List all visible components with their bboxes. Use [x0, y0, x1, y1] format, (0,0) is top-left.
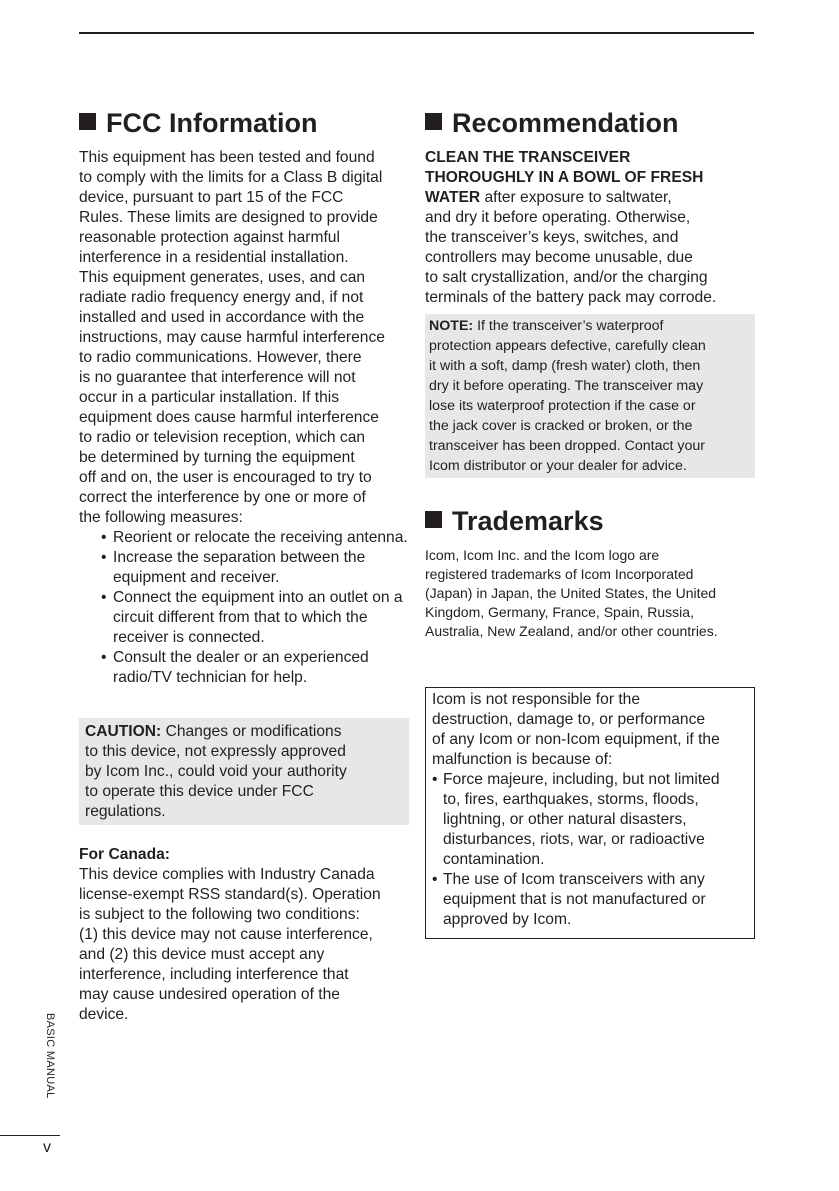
note-label: NOTE: — [429, 318, 474, 334]
square-bullet-icon — [425, 511, 442, 528]
square-bullet-icon — [79, 113, 96, 130]
caution-box — [79, 718, 409, 825]
trademarks-paragraph: Icom, Icom Inc. and the Icom logo are registered trademarks of Icom Incorporated (Japan) in Japan, the United States, the United Kingdom, Germany, France, Spain, Russia, Australia, New Zealand, and/or other countries. — [425, 547, 718, 639]
caution-label: CAUTION: — [85, 723, 162, 740]
fcc-section — [79, 104, 409, 1025]
disclaimer-box — [425, 687, 755, 939]
canada-heading: For Canada: — [79, 846, 170, 863]
trademarks-heading-text: Trademarks — [452, 506, 604, 536]
square-bullet-icon — [425, 113, 442, 130]
fcc-measures-list — [79, 528, 409, 688]
recommendation-paragraph — [425, 148, 755, 308]
header-rule — [79, 32, 754, 34]
disclaimer-list — [432, 770, 748, 930]
left-column — [79, 104, 409, 1025]
recommendation-text: after exposure to saltwater, and dry it before operating. Otherwise, the transceiver’s keys, switches, and controllers may become unusable, due to salt crystallization, and/or the charging terminals of the battery pack may corrode. — [425, 189, 717, 306]
side-label: BASIC MANUAL — [44, 1013, 56, 1099]
list-item: • Force majeure, including, but not limited to, fires, earthquakes, storms, floods, lightning, or other natural disasters, disturbances, riots, war, or radioactive contamination. — [432, 770, 748, 870]
note-box — [425, 314, 755, 478]
recommendation-heading-text: Recommendation — [452, 108, 679, 138]
note-text: If the transceiver’s waterproof protection appears defective, carefully clean it with a soft, damp (fresh water) cloth, then dry it before operating. The transceiver may lose its waterproof protection if the case or the jack cover is cracked or broken, or the transceiver has been dropped. Contact your Icom distributor or your dealer for advice. — [429, 318, 706, 474]
recommendation-heading — [425, 104, 755, 142]
trademarks-heading — [425, 502, 755, 540]
fcc-heading-text: FCC Information — [106, 108, 318, 138]
list-item: • Reorient or relocate the receiving antenna. — [101, 528, 409, 548]
footer-rule — [0, 1135, 60, 1136]
list-item: • Connect the equipment into an outlet on a circuit different from that to which the receiver is connected. — [101, 588, 409, 648]
recommendation-bold-text: CLEAN THE TRANSCEIVER THOROUGHLY IN A BOWL OF FRESH WATER — [425, 149, 704, 206]
disclaimer-intro: Icom is not responsible for the destruction, damage to, or performance of any Icom or non-Icom equipment, if the malfunction is because of: — [432, 691, 720, 768]
recommendation-section — [425, 104, 755, 478]
fcc-paragraph: This equipment has been tested and found to comply with the limits for a Class B digital device, pursuant to part 15 of the FCC Rules. These limits are designed to provide reasonable protection against harmful interference in a residential installation. This equipment generates, uses, and can radiate radio frequency energy and, if not installed and used in accordance with the instructions, may cause harmful interference to radio communications. However, there is no guarantee that interference will not occur in a particular installation. If this equipment does cause harmful interference to radio or television reception, which can be determined by turning the equipment off and on, the user is encouraged to try to correct the interference by one or more of the following measures: — [79, 149, 385, 526]
list-item: • The use of Icom transceivers with any equipment that is not manufactured or approved by Icom. — [432, 870, 748, 930]
canada-paragraph: This device complies with Industry Canada license-exempt RSS standard(s). Operation is subject to the following two conditions: (1) this device may not cause interference, and (2) this device must accept any interference, including interference that may cause undesired operation of the device. — [79, 866, 381, 1023]
fcc-heading — [79, 104, 409, 142]
page-number: v — [43, 1139, 51, 1156]
right-column — [425, 104, 755, 939]
trademarks-section — [425, 502, 755, 641]
caution-text: Changes or modifications to this device, not expressly approved by Icom Inc., could void your authority to operate this device under FCC regulations. — [85, 723, 347, 820]
list-item: • Consult the dealer or an experienced radio/TV technician for help. — [101, 648, 409, 688]
list-item: • Increase the separation between the equipment and receiver. — [101, 548, 409, 588]
